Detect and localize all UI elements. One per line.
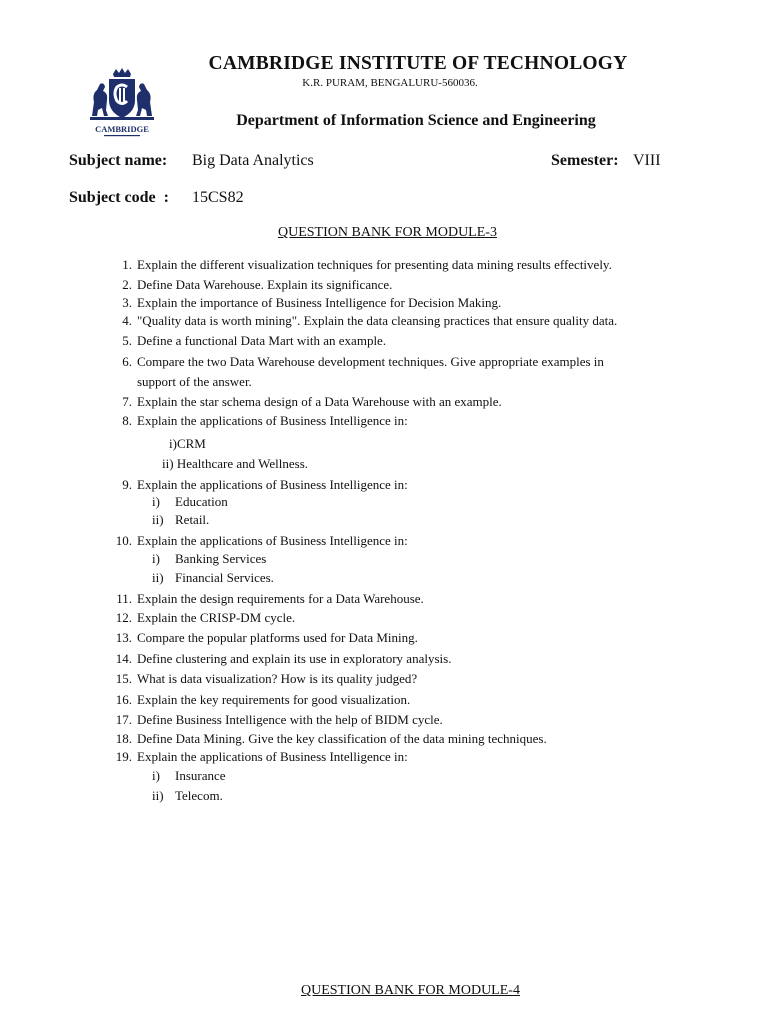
sub-item-number: ii) (152, 570, 164, 585)
question-text: Define clustering and explain its use in exploratory analysis. (137, 651, 452, 666)
semester-label: Semester: (551, 152, 619, 169)
question-text: "Quality data is worth mining". Explain the data cleansing practices that ensure quality data. (137, 313, 618, 328)
question-text: Explain the star schema design of a Data Warehouse with an example. (137, 394, 502, 409)
department-title: Department of Information Science and Engineering (236, 112, 596, 129)
question-number: 19. (115, 749, 132, 764)
question-text: Explain the design requirements for a Data Warehouse. (137, 591, 424, 606)
module4-heading: QUESTION BANK FOR MODULE-4 (301, 983, 520, 998)
question-number: 3. (122, 295, 132, 310)
question-number: 13. (115, 630, 132, 645)
question-number: 14. (115, 651, 132, 666)
question-text: Compare the two Data Warehouse development techniques. Give appropriate examples in (137, 354, 604, 369)
question-text: Explain the importance of Business Intelligence for Decision Making. (137, 295, 502, 310)
sub-item-text: Telecom. (175, 788, 223, 803)
sub-item-number: i) (152, 768, 160, 783)
sub-item-text: CRM (176, 436, 206, 451)
logo-text: CAMBRIDGE (95, 124, 149, 134)
sub-item-number: i) (152, 494, 160, 509)
sub-item (162, 456, 308, 472)
sub-item (152, 494, 228, 510)
sub-item (152, 768, 226, 784)
question-text: Explain the applications of Business Intelligence in: (137, 413, 408, 428)
question-text: Define Business Intelligence with the help of BIDM cycle. (137, 712, 443, 727)
question-number: 9. (122, 477, 132, 492)
question-number: 5. (122, 333, 132, 348)
sub-item-text: Healthcare and Wellness. (176, 456, 308, 471)
sub-item (152, 512, 209, 528)
sub-item-number: i) (152, 551, 160, 566)
sub-item-text: Education (175, 494, 228, 509)
module3-heading: QUESTION BANK FOR MODULE-3 (278, 225, 497, 240)
question-number: 16. (115, 692, 132, 707)
question-text: Explain the applications of Business Intelligence in: (137, 477, 408, 492)
question-text: Explain the CRISP-DM cycle. (137, 610, 296, 625)
institute-address: K.R. PURAM, BENGALURU-560036. (302, 77, 478, 89)
sub-item-text: Retail. (175, 512, 210, 527)
question-number: 6. (122, 354, 132, 369)
question-text-continued: support of the answer. (137, 374, 252, 389)
subject-name-label: Subject name: (69, 152, 168, 169)
question-number: 7. (122, 394, 132, 409)
sub-item-number: ii) (152, 788, 164, 803)
semester-value: VIII (633, 152, 661, 169)
sub-item (152, 570, 274, 586)
question-text: Explain the key requirements for good visualization. (137, 692, 411, 707)
question-text: Compare the popular platforms used for Data Mining. (137, 630, 418, 645)
question-text: Explain the applications of Business Intelligence in: (137, 533, 408, 548)
sub-item-text: Insurance (175, 768, 226, 783)
question-number: 12. (115, 610, 132, 625)
question-text: Define Data Mining. Give the key classification of the data mining techniques. (137, 731, 547, 746)
sub-item-number: ii) (152, 512, 164, 527)
sub-item (169, 436, 206, 452)
question-number: 1. (122, 257, 132, 272)
question-text: Explain the applications of Business Intelligence in: (137, 749, 408, 764)
question-text: What is data visualization? How is its quality judged? (137, 671, 418, 686)
sub-item (152, 788, 223, 804)
question-number: 18. (115, 731, 132, 746)
institute-title: CAMBRIDGE INSTITUTE OF TECHNOLOGY (208, 53, 628, 74)
question-number: 11. (116, 591, 132, 606)
question-text: Explain the different visualization techniques for presenting data mining results effectively. (137, 257, 612, 272)
sub-item-text: Financial Services. (175, 570, 274, 585)
subject-name-value: Big Data Analytics (192, 152, 314, 169)
question-text: Define a functional Data Mart with an example. (137, 333, 387, 348)
question-number: 2. (122, 277, 132, 292)
sub-item (152, 551, 266, 567)
sub-item-number: i) (169, 436, 177, 451)
subject-code-value: 15CS82 (192, 189, 244, 206)
question-text: Define Data Warehouse. Explain its significance. (137, 277, 393, 292)
sub-item-number: ii) (162, 456, 174, 471)
sub-item-text: Banking Services (175, 551, 267, 566)
question-number: 4. (122, 313, 132, 328)
question-number: 8. (122, 413, 132, 428)
subject-code-label: Subject code : (69, 189, 169, 206)
question-number: 10. (115, 533, 132, 548)
question-number: 17. (115, 712, 132, 727)
question-number: 15. (115, 671, 132, 686)
